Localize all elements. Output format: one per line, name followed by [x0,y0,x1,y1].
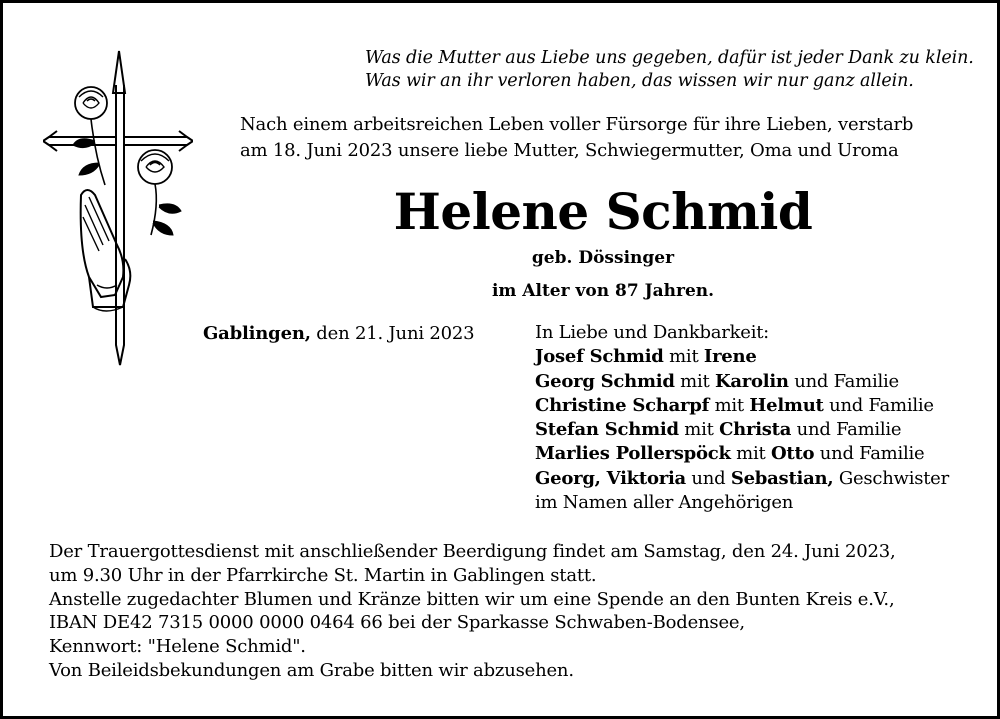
family-member-name: Helmut [749,394,824,416]
date-text: den 21. Juni 2023 [310,323,475,344]
family-connector-text: und Familie [823,394,934,416]
family-connector-text: und Familie [788,370,899,392]
family-connector-text: mit [663,346,704,368]
family-member-name: Georg Schmid [535,370,675,392]
family-member-name: Marlies Pollerspöck [535,443,731,465]
family-member-name: Irene [703,346,757,368]
maiden-name: geb. Dössinger [531,248,675,268]
funeral-details [49,540,989,683]
family-member-name: Josef Schmid [535,346,664,368]
family-member-line [535,442,995,466]
family-member-line [535,467,995,491]
funeral-detail-line: Anstelle zugedachter Blumen und Kränze bitten wir um eine Spende an den Bunten Kreis e.V., [49,588,895,610]
family-member-line [535,394,995,418]
funeral-detail-line: Kennwort: "Helene Schmid". [49,636,306,658]
funeral-detail-line: Der Trauergottesdienst mit anschließender Beerdigung findet am Samstag, den 24. Juni 2023, [49,541,896,562]
family-member-name: Karolin [714,370,789,392]
funeral-detail-line: Von Beileidsbekundungen am Grabe bitten wir abzusehen. [49,659,574,681]
family-connector-text: und Familie [791,419,902,441]
age-at-death: im Alter von 87 Jahren. [491,281,715,301]
family-member-line [535,418,995,442]
family-member-name: Georg, Viktoria [535,467,686,489]
cross-with-roses-and-praying-hands-icon [43,45,193,371]
death-announcement [240,112,985,164]
quote-line: Was die Mutter aus Liebe uns gegeben, dafür ist jeder Dank zu klein. [365,48,974,68]
family-connector-text: und Familie [814,443,925,465]
family-mourners [535,321,995,515]
family-member-name: Christine Scharpf [535,394,710,416]
place-and-date [203,321,513,347]
funeral-detail-line: IBAN DE42 7315 0000 0000 0464 66 bei der Sparkasse Schwaben-Bodensee, [49,612,745,634]
memorial-quote [365,47,985,93]
family-member-name: Sebastian, [730,467,834,489]
family-intro: In Liebe und Dankbarkeit: [535,322,769,343]
family-member-line [535,370,995,394]
funeral-detail-line: um 9.30 Uhr in der Pfarrkirche St. Martin in Gablingen statt. [49,564,597,586]
quote-line: Was wir an ihr verloren haben, das wissen wir nur ganz allein. [365,71,914,91]
announcement-line: Nach einem arbeitsreichen Leben voller Fürsorge für ihre Lieben, verstarb [240,114,914,135]
family-closing: im Namen aller Angehörigen [535,492,794,514]
deceased-name: Helene Schmid [393,182,813,241]
family-member-name: Christa [719,419,792,441]
family-member-name: Otto [770,443,815,465]
family-connector-text: mit [678,419,720,441]
family-connector-text: mit [709,394,750,416]
family-connector-text: mit [730,443,771,465]
family-connector-text: und [685,467,731,489]
place-name: Gablingen, [203,323,311,344]
announcement-line: am 18. Juni 2023 unsere liebe Mutter, Schwiegermutter, Oma und Uroma [240,140,899,161]
family-connector-text: mit [674,370,715,392]
family-lines [535,345,995,491]
family-connector-text: Geschwister [833,467,949,489]
family-member-name: Stefan Schmid [535,419,679,441]
family-member-line [535,345,995,369]
